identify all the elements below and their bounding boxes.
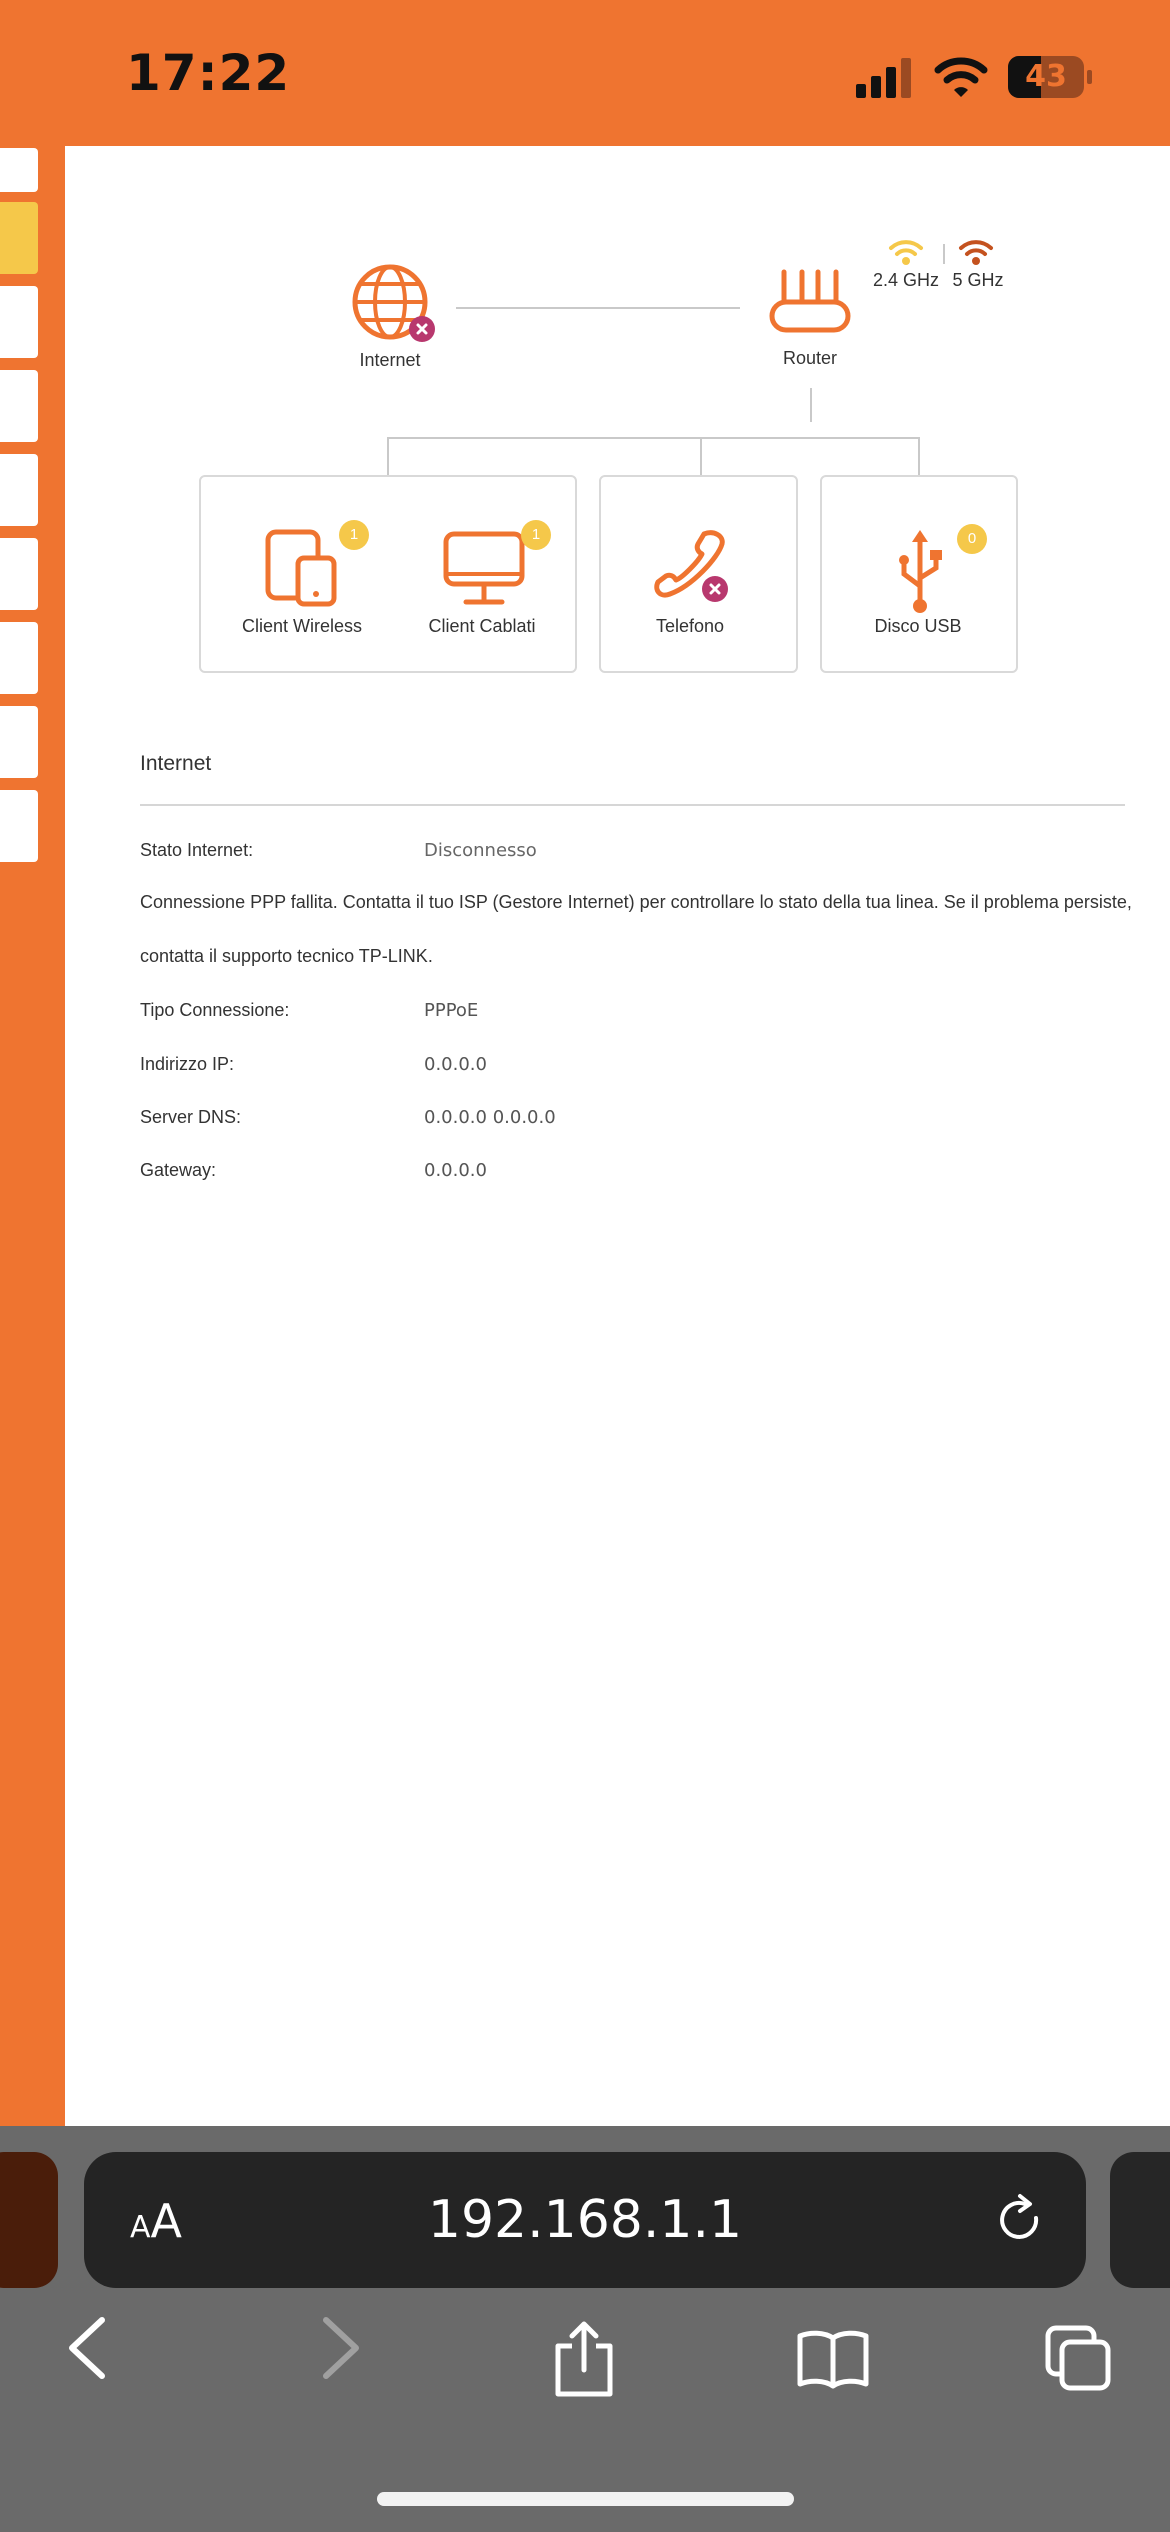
connection-line bbox=[456, 307, 740, 309]
band-separator bbox=[943, 244, 945, 264]
next-tab-preview[interactable] bbox=[1110, 2152, 1170, 2288]
ip-address-label: Indirizzo IP: bbox=[140, 1054, 235, 1074]
sidebar-item[interactable] bbox=[0, 622, 38, 694]
wifi-icon bbox=[934, 54, 988, 98]
wifi-2g-icon[interactable] bbox=[888, 238, 924, 266]
battery-level: 43 bbox=[1025, 59, 1067, 94]
sidebar-item[interactable] bbox=[0, 706, 38, 778]
tabs-icon[interactable] bbox=[1044, 2324, 1114, 2394]
forward-icon[interactable] bbox=[318, 2316, 364, 2380]
wired-clients-count: 1 bbox=[521, 520, 551, 550]
connection-type-value: PPPoE bbox=[424, 1000, 479, 1021]
status-value: Disconnesso bbox=[424, 840, 537, 861]
wifi-5g-icon[interactable] bbox=[958, 238, 994, 266]
clock: 17:22 bbox=[126, 44, 291, 102]
divider bbox=[140, 804, 1125, 806]
phone-label: Telefono bbox=[655, 616, 725, 636]
sidebar-item[interactable] bbox=[0, 148, 38, 192]
dns-label: Server DNS: bbox=[140, 1107, 242, 1127]
connection-line bbox=[387, 437, 920, 439]
main-content bbox=[65, 146, 1170, 2126]
internet-label: Internet bbox=[359, 350, 421, 370]
connection-line bbox=[387, 437, 389, 475]
text-size-button[interactable]: AA bbox=[130, 2194, 182, 2248]
error-message: contatta il supporto tecnico TP-LINK. bbox=[140, 946, 433, 966]
home-indicator[interactable] bbox=[377, 2492, 794, 2506]
sidebar-item[interactable] bbox=[0, 454, 38, 526]
sidebar-item[interactable] bbox=[0, 538, 38, 610]
reload-icon[interactable] bbox=[992, 2192, 1048, 2248]
usb-icon[interactable] bbox=[896, 526, 944, 616]
gateway-label: Gateway: bbox=[140, 1160, 217, 1180]
wireless-client-icon[interactable] bbox=[264, 528, 340, 608]
connection-line bbox=[810, 388, 812, 422]
error-icon bbox=[409, 316, 435, 342]
back-icon[interactable] bbox=[64, 2316, 110, 2380]
share-icon[interactable] bbox=[552, 2320, 616, 2398]
connection-line bbox=[700, 437, 702, 475]
section-title: Internet bbox=[140, 752, 212, 775]
wired-client-icon[interactable] bbox=[442, 530, 526, 608]
connection-line bbox=[918, 437, 920, 475]
previous-tab-preview[interactable] bbox=[0, 2152, 58, 2288]
sidebar-item[interactable] bbox=[0, 286, 38, 358]
router-icon[interactable] bbox=[766, 268, 854, 336]
address-bar[interactable] bbox=[84, 2152, 1086, 2288]
band-5-label: 5 GHz bbox=[952, 270, 1004, 290]
status-label: Stato Internet: bbox=[140, 840, 254, 860]
band-24-label: 2.4 GHz bbox=[872, 270, 940, 290]
sidebar-item[interactable] bbox=[0, 790, 38, 862]
battery-icon bbox=[1008, 56, 1094, 98]
wired-clients-label: Client Cablati bbox=[428, 616, 536, 636]
error-message: Connessione PPP fallita. Contatta il tuo ISP (Gestore Internet) per controllare lo stato della tua linea. Se il problema persiste, bbox=[140, 892, 1132, 912]
bookmarks-icon[interactable] bbox=[796, 2328, 870, 2390]
error-icon bbox=[702, 576, 728, 602]
dns-value: 0.0.0.0 0.0.0.0 bbox=[424, 1107, 556, 1128]
sidebar-item[interactable] bbox=[0, 370, 38, 442]
sidebar-item-active[interactable] bbox=[0, 202, 38, 274]
usb-label: Disco USB bbox=[874, 616, 962, 636]
connection-type-label: Tipo Connessione: bbox=[140, 1000, 290, 1020]
wireless-clients-count: 1 bbox=[339, 520, 369, 550]
router-label: Router bbox=[782, 348, 838, 368]
gateway-value: 0.0.0.0 bbox=[424, 1160, 487, 1181]
usb-count: 0 bbox=[957, 524, 987, 554]
cellular-signal-icon bbox=[856, 58, 916, 98]
url-field[interactable]: 192.168.1.1 bbox=[427, 2190, 743, 2250]
sidebar-menu bbox=[0, 146, 65, 2126]
wireless-clients-label: Client Wireless bbox=[241, 616, 363, 636]
status-bar bbox=[0, 0, 1170, 146]
ip-address-value: 0.0.0.0 bbox=[424, 1054, 487, 1075]
